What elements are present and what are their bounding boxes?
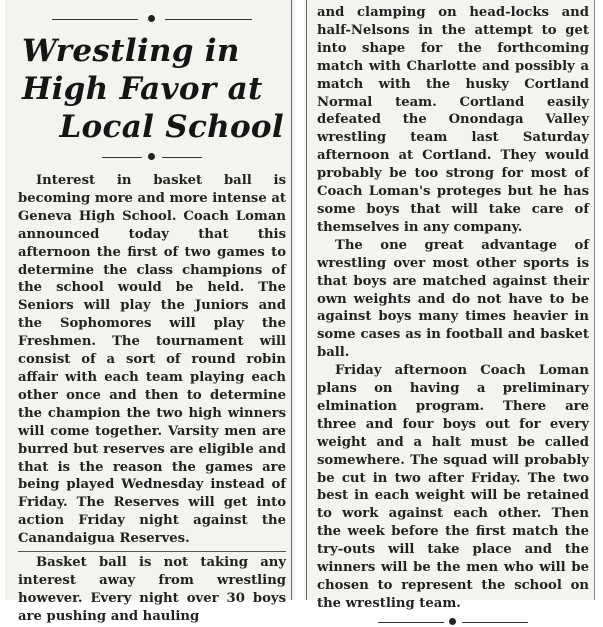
- ornament-line: [52, 19, 138, 20]
- headline-line-3: Local School: [59, 109, 284, 145]
- ornament-dot: [148, 153, 155, 160]
- paragraph-rule: [18, 551, 286, 552]
- ornament-line: [462, 622, 528, 623]
- bottom-ornament-divider: [378, 617, 528, 627]
- paragraph-basketball: Interest in basket ball is becoming more and more intense at Geneva High School. Coach Loman announced today that this afternoon the first of two games to determine the class champions of the school would be held. The Seniors will play the Juniors and the Sophomores will play the Freshmen. The tournament will consist of a sort of round robin affair with each team playing each other once and then to determine the champion the two high winners will come together. Varsity men are burred but reserves are eligible and that is the reason the games are being played Wednesday instead of Friday. The Reserves will get into action Friday night against the Canandaigua Reserves.: [18, 173, 286, 547]
- top-ornament-divider: [52, 14, 252, 24]
- ornament-line: [378, 622, 444, 623]
- paragraph-wrestling-intro: Basket ball is not taking any interest away from wrestling however. Every night over 30 boys are pushing and hauling: [18, 555, 286, 624]
- headline-line-2: High Favor at: [22, 71, 263, 107]
- ornament-dot: [148, 15, 155, 22]
- ornament-dot: [449, 618, 456, 625]
- ornament-line: [165, 19, 252, 20]
- left-body: [18, 172, 286, 626]
- headline-ornament-divider: [102, 152, 202, 162]
- ornament-line: [102, 157, 142, 158]
- ornament-line: [162, 157, 202, 158]
- headline: [18, 32, 286, 146]
- left-column: [5, 0, 295, 624]
- paragraph-elimination: Friday afternoon Coach Loman plans on having a preliminary elmination program. There are three and four boys out for every weight and a halt must be called somewhere. The squad will probably be cut in two after Friday. The two best in each weight will be retained to work against each other. Then the week before the first match the try-outs will take place and the winners will be the men who will be chosen to represent the school on the wrestling team.: [317, 363, 589, 611]
- paragraph-advantage: The one great advantage of wrestling over most other sports is that boys are matched against their own weights and do not have to be against boys many times heavier in some cases as in football and basket ball.: [317, 237, 589, 361]
- headline-line-1: Wrestling in: [22, 33, 240, 69]
- paragraph-training: and clamping on head-locks and half-Nelsons in the attempt to get into shape for the forthcoming match with Charlotte and possibly a match with the husky Cortland Normal team. Cortland easily defeated the Onondaga Valley wrestling team last Saturday afternoon at Cortland. They would probably be too strong for most of Coach Loman's proteges but he has some boys that will take care of themselves in any company.: [317, 5, 589, 235]
- right-column: [304, 0, 595, 611]
- right-body: [317, 4, 589, 613]
